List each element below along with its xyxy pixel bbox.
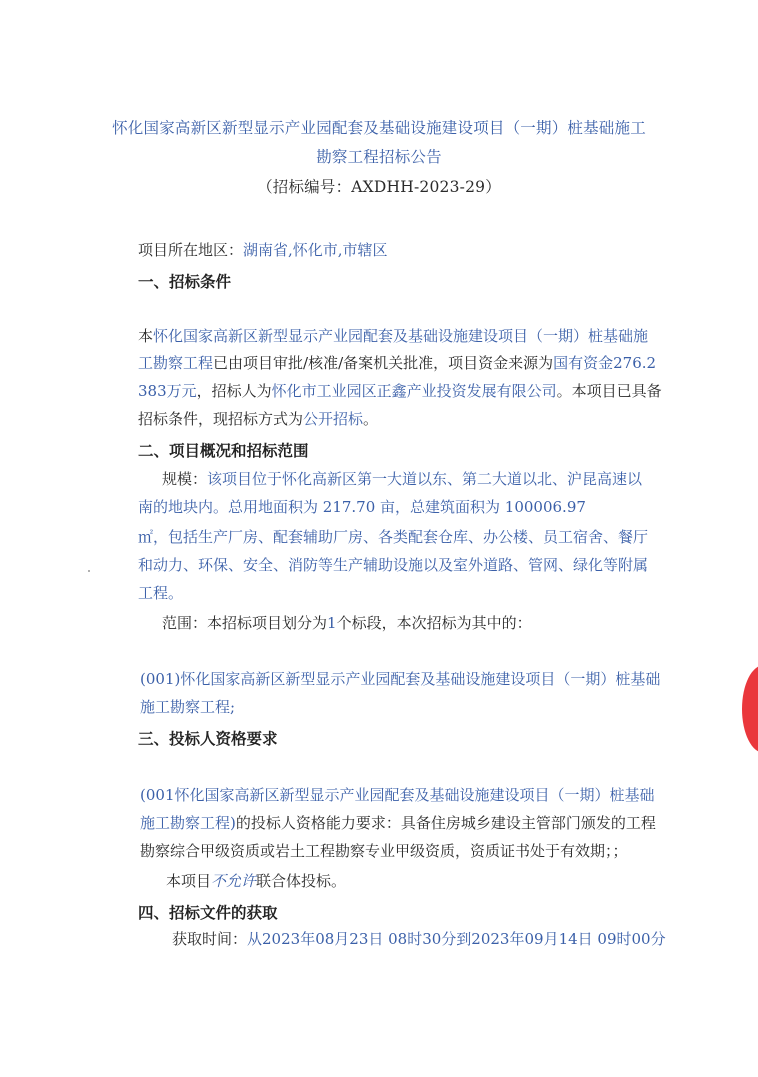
s3-line2 [140,813,656,833]
s2-scale-line3: ㎡，包括生产厂房、配套辅助厂房、各类配套仓库、办公楼、员工宿舍、餐厅 [138,528,649,546]
s2-range-a: 范围：本招标项目划分为 [162,614,328,632]
s1-line3 [138,381,662,401]
s4-time-label: 获取时间： [172,930,248,948]
scan-speck [88,570,90,572]
notice-code: （招标编号：AXDHH-2023-29） [257,178,501,196]
region-value: 湖南省,怀化市,市辖区 [243,241,388,259]
s2-scale-line1 [162,469,642,489]
s3-joint-b: 不允许 [211,872,257,890]
s2-lot-line2: 施工勘察工程; [140,698,236,716]
s1-period: 。 [363,410,379,428]
s3-joint-a: 本项目 [166,872,212,890]
notice-title-line2: 勘察工程招标公告 [316,148,442,166]
s1-mid2: ，招标人为 [196,382,272,400]
s2-scale-label: 规模： [162,470,208,488]
section4-heading: 四、招标文件的获取 [138,903,278,922]
s3-lot-name-end: 施工勘察工程) [140,814,236,832]
s1-fund-end: 383万元 [138,382,197,400]
s1-end: 。本项目已具备 [556,382,662,400]
s4-time-value: 从2023年08月23日 08时30分到2023年09月14日 09时00分 [247,930,666,948]
region-label: 项目所在地区： [138,241,244,259]
s1-line4 [138,409,378,429]
notice-title-line1: 怀化国家高新区新型显示产业园配套及基础设施建设项目（一期）桩基础施工 [112,119,646,137]
s1-fund: 国有资金276.2 [553,354,657,372]
section3-heading: 三、投标人资格要求 [138,729,278,748]
s2-scale-text1: 该项目位于怀化高新区第一大道以东、第二大道以北、沪昆高速以 [207,470,643,488]
s1-method: 公开招标 [303,410,364,428]
s1-line2 [138,353,656,373]
s2-scale-line4: 和动力、环保、安全、消防等生产辅助设施以及室外道路、管网、绿化等附属 [138,556,649,574]
red-seal-stamp [742,665,758,753]
s2-scale-line5: 工程。 [138,584,184,602]
s3-joint-line [166,871,346,891]
section2-heading: 二、项目概况和招标范围 [138,441,309,460]
s2-scale-line2: 南的地块内。总用地面积为 217.70 亩，总建筑面积为 100006.97 [138,498,586,516]
s2-range-line [162,613,532,633]
region-line [138,240,388,260]
s4-time-line [172,929,666,949]
s3-joint-c: 联合体投标。 [256,872,347,890]
s1-project-name: 怀化国家高新区新型显示产业园配套及基础设施建设项目（一期）桩基础施 [153,327,649,345]
s1-owner: 怀化市工业园区正鑫产业投资发展有限公司 [271,382,557,400]
section1-heading: 一、招标条件 [138,272,232,291]
s3-req: 的投标人资格能力要求：具备住房城乡建设主管部门颁发的工程 [235,814,656,832]
s3-line1: (001怀化国家高新区新型显示产业园配套及基础设施建设项目（一期）桩基础 [140,786,655,804]
s1-line1 [138,326,648,346]
s1-mid: 已由项目审批/核准/备案机关批准，项目资金来源为 [213,354,554,372]
s2-range-b: 个标段，本次招标为其中的： [336,614,532,632]
s1-project-name-end: 工勘察工程 [138,354,214,372]
s3-line3: 勘察综合甲级资质或岩土工程勘察专业甲级资质，资质证书处于有效期；； [140,842,628,860]
s2-range-num: 1 [327,614,337,632]
s1-method-label: 招标条件，现招标方式为 [138,410,304,428]
s2-lot-line1: (001)怀化国家高新区新型显示产业园配套及基础设施建设项目（一期）桩基础 [140,670,661,688]
s1-prefix: 本 [138,327,154,345]
